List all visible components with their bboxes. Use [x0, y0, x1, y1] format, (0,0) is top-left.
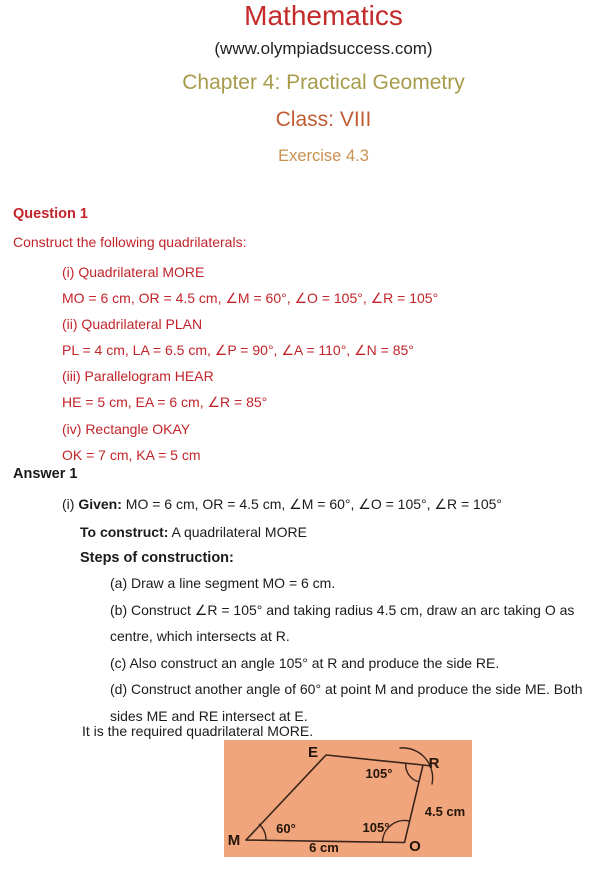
given-prefix: (i) [62, 496, 79, 512]
step-line: centre, which intersects at R. [110, 628, 290, 644]
step-line: (c) Also construct an angle 105° at R and produce the side RE. [110, 654, 500, 671]
step-line: sides ME and RE intersect at E. [110, 707, 308, 724]
angle-value-m: 60° [276, 821, 296, 836]
answer-given-line [62, 495, 502, 513]
construct-keyword: To construct: [80, 524, 169, 540]
question-item: HE = 5 cm, EA = 6 cm, ∠R = 85° [62, 394, 268, 411]
class-heading: Class: VIII [275, 108, 372, 131]
site-url: (www.olympiadsuccess.com) [214, 39, 433, 58]
given-keyword: Given: [78, 496, 122, 512]
construction-figure [224, 740, 472, 857]
question-item: (ii) Quadrilateral PLAN [62, 316, 203, 333]
angle-arc-r [406, 763, 419, 782]
exercise-heading: Exercise 4.3 [278, 147, 369, 165]
answer-closing-line: It is the required quadrilateral MORE. [82, 723, 314, 739]
question-item: PL = 4 cm, LA = 6.5 cm, ∠P = 90°, ∠A = 110°, ∠N = 85° [62, 342, 414, 359]
vertex-label-o: O [409, 838, 421, 855]
answer-construct-line [80, 523, 307, 541]
vertex-label-m: M [227, 832, 241, 849]
angle-value-r: 105° [365, 766, 393, 781]
angle-arc-m [259, 824, 266, 840]
question-intro: Construct the following quadrilaterals: [13, 234, 247, 250]
side-length-mo: 6 cm [309, 840, 339, 855]
vertex-label-e: E [307, 744, 319, 761]
question-item: (iv) Rectangle OKAY [62, 420, 191, 437]
given-text: MO = 6 cm, OR = 4.5 cm, ∠M = 60°, ∠O = 105°, ∠R = 105° [121, 496, 502, 512]
step-line: (d) Construct another angle of 60° at point M and produce the side ME. Both [110, 681, 583, 697]
question-label: Question 1 [13, 206, 88, 222]
question-item: (i) Quadrilateral MORE [62, 264, 205, 280]
quadrilateral-more-drawing [224, 740, 472, 857]
construct-text: A quadrilateral MORE [168, 524, 307, 540]
construction-steps [110, 570, 583, 729]
angle-value-o: 105° [362, 820, 390, 835]
question-item: (iii) Parallelogram HEAR [62, 368, 214, 385]
quadrilateral-outline [246, 755, 431, 843]
chapter-heading: Chapter 4: Practical Geometry [182, 71, 465, 94]
step-line: (a) Draw a line segment MO = 6 cm. [110, 575, 336, 591]
side-length-or: 4.5 cm [424, 804, 466, 819]
vertex-label-r: R [428, 755, 440, 772]
question-item: OK = 7 cm, KA = 5 cm [62, 446, 201, 463]
answer-label: Answer 1 [13, 466, 78, 482]
question-item: MO = 6 cm, OR = 4.5 cm, ∠M = 60°, ∠O = 105°, ∠R = 105° [62, 290, 439, 307]
step-line: (b) Construct ∠R = 105° and taking radius 4.5 cm, draw an arc taking O as [110, 601, 575, 618]
question-items [62, 259, 438, 468]
page-title: Mathematics [244, 0, 403, 31]
steps-heading: Steps of construction: [80, 550, 234, 566]
